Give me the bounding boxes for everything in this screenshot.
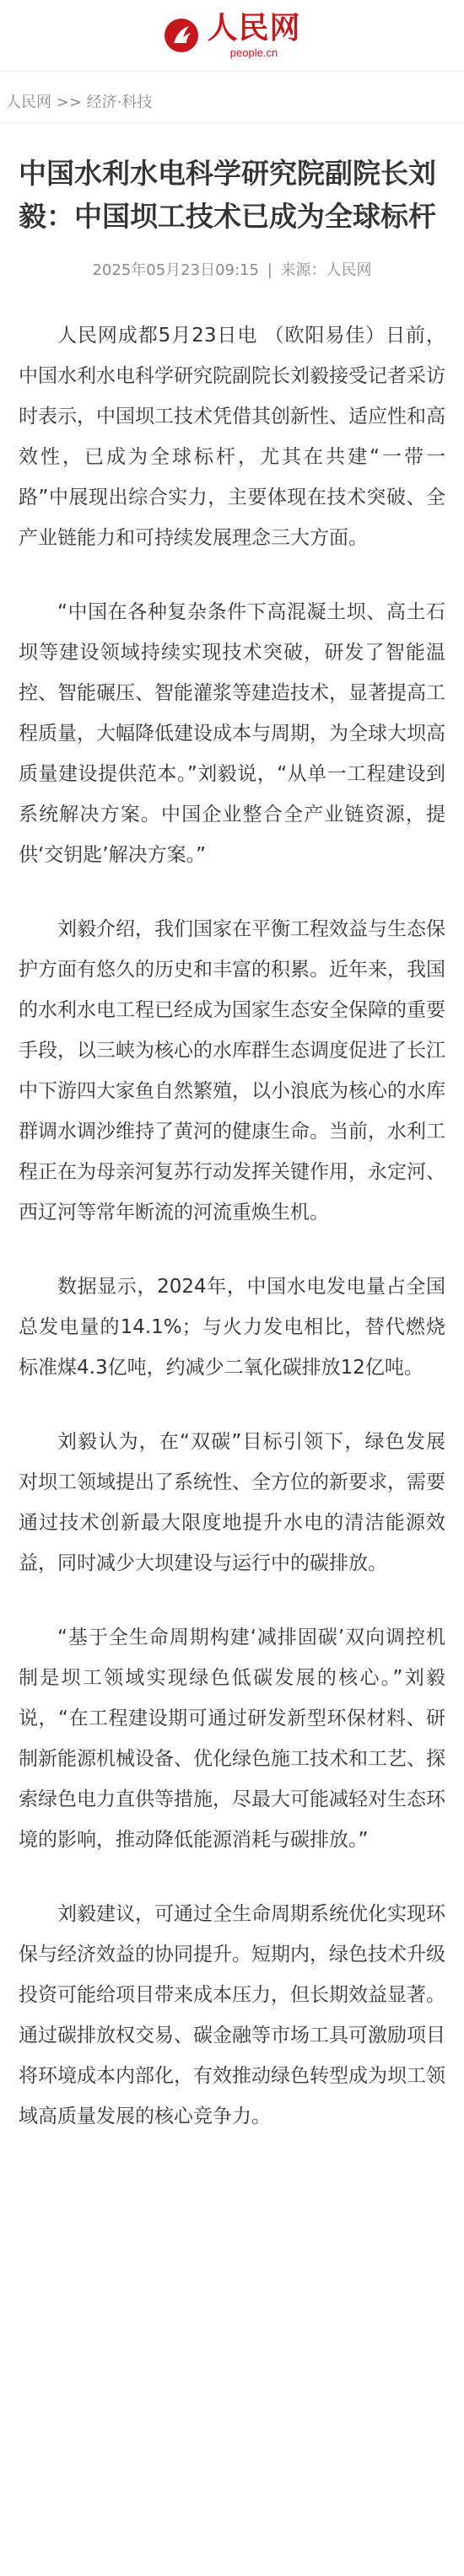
breadcrumb <box>0 72 464 111</box>
publish-date: 2025年05月23日09:15 <box>92 261 259 279</box>
meta-separator: | <box>267 261 272 279</box>
article-paragraph: 刘毅认为，在“双碳”目标引领下，绿色发展对坝工领域提出了系统性、全方位的新要求，需要通过技术创新最大限度地提升水电的清洁能源效益，同时减少大坝建设与运行中的碳排放。 <box>19 1431 445 1574</box>
article-paragraph: 刘毅介绍，我们国家在平衡工程效益与生态保护方面有悠久的历史和丰富的积累。近年来，我国的水利水电工程已经成为国家生态安全保障的重要手段，以三峡为核心的水库群生态调度促进了长江中下游四大家鱼自然繁殖，以小浪底为核心的水库群调水调沙维持了黄河的健康生命。当前，水利工程正在为母亲河复苏行动发挥关键作用，永定河、西辽河等常年断流的河流重焕生机。 <box>19 918 445 1223</box>
breadcrumb-separator: >> <box>56 94 82 111</box>
article-paragraph: “中国在各种复杂条件下高混凝土坝、高土石坝等建设领域持续实现技术突破，研发了智能温控、智能碾压、智能灌浆等建造技术，显著提高工程质量，大幅降低建设成本与周期，为全球大坝高质量建设提供范本。”刘毅说，“从单一工程建设到系统解决方案。中国企业整合全产业链资源，提供‘交钥匙’解决方案。” <box>19 601 445 866</box>
breadcrumb-section-link[interactable]: 经济·科技 <box>86 94 153 111</box>
article-body <box>19 315 445 2137</box>
article-paragraph: 刘毅建议，可通过全生命周期系统优化实现环保与经济效益的协同提升。短期内，绿色技术升级投资可能给项目带来成本压力，但长期效益显著。通过碳排放权交易、碳金融等市场工具可激励项目将环境成本内部化，有效推动绿色转型成为坝工领域高质量发展的核心竞争力。 <box>19 1903 445 2127</box>
people-daily-logo-icon <box>163 17 200 54</box>
article-paragraph: 数据显示，2024年，中国水电发电量占全国总发电量的14.1%；与火力发电相比，替代燃烧标准煤4.3亿吨，约减少二氧化碳排放12亿吨。 <box>19 1276 445 1379</box>
breadcrumb-divider <box>0 122 464 123</box>
article-paragraph: “基于全生命周期构建‘减排固碳’双向调控机制是坝工领域实现绿色低碳发展的核心。”刘毅说，“在工程建设期可通过研发新型环保材料、研制新能源机械设备、优化绿色施工技术和工艺、探索绿色电力直供等措施，尽最大可能减轻对生态环境的影响，推动降低能源消耗与碳排放。” <box>19 1627 445 1851</box>
article-meta <box>0 258 464 280</box>
site-header <box>0 0 464 72</box>
breadcrumb-home-link[interactable]: 人民网 <box>6 94 51 111</box>
logo-cn-text: 人民网 <box>207 10 301 46</box>
article-source: 来源：人民网 <box>280 261 372 279</box>
logo-en-text: people.cn <box>229 46 278 59</box>
article-paragraph: 人民网成都5月23日电 （欧阳易佳）日前，中国水利水电科学研究院副院长刘毅接受记者采访时表示，中国坝工技术凭借其创新性、适应性和高效性，已成为全球标杆，尤其在共建“一带一路”中展现出综合实力，主要体现在技术突破、全产业链能力和可持续发展理念三大方面。 <box>19 325 445 549</box>
site-logo[interactable] <box>163 10 301 59</box>
article-title: 中国水利水电科学研究院副院长刘毅：中国坝工技术已成为全球标杆 <box>19 157 436 233</box>
